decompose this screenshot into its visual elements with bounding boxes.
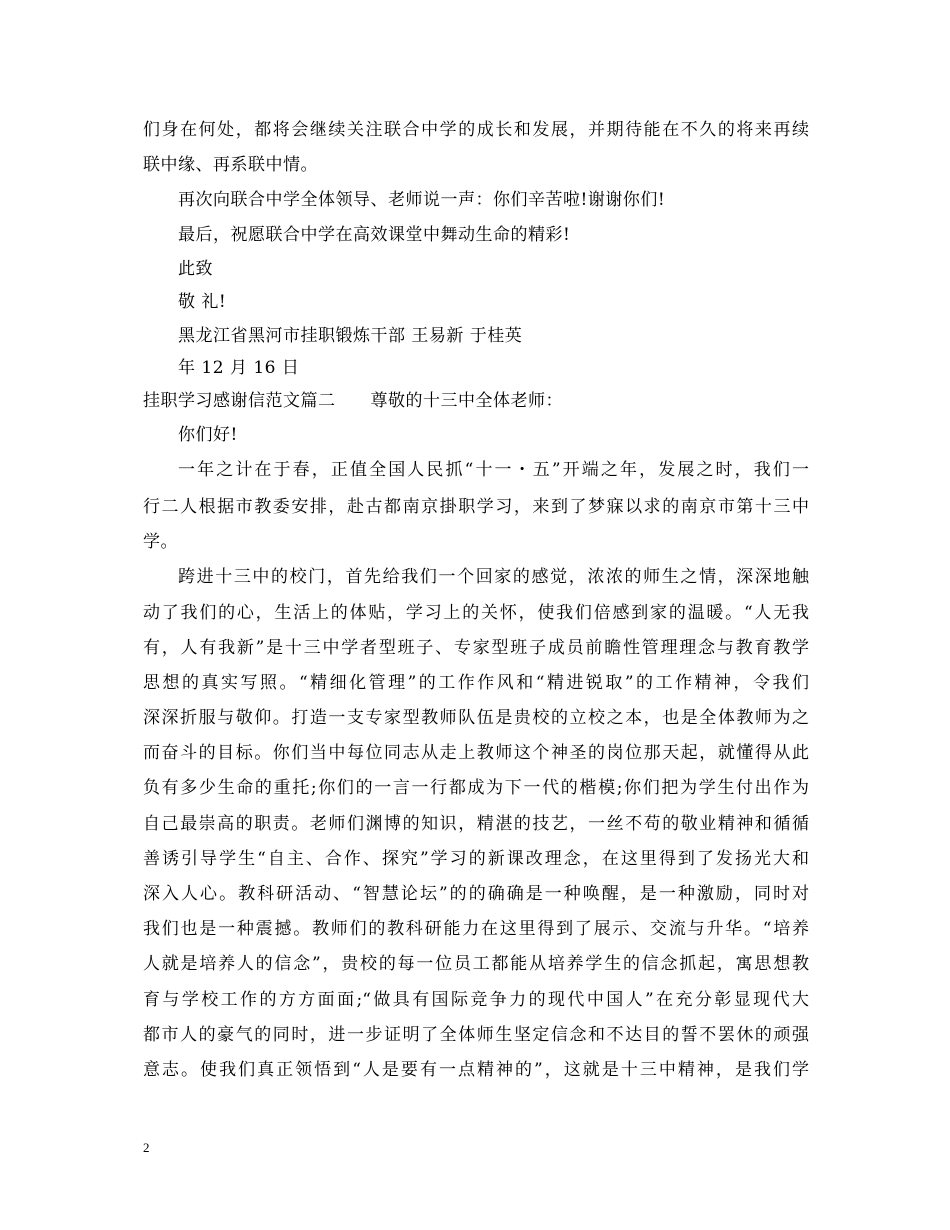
text-line: 最后，祝愿联合中学在高效课堂中舞动生命的精彩!: [178, 225, 571, 245]
page-number: 2: [143, 1140, 150, 1155]
text-line: 自己最崇高的职责。老师们渊博的知识，精湛的技艺，一丝不苟的敬业精神和循循: [143, 814, 809, 834]
text-line: 都市人的豪气的同时，进一步证明了全体师生坚定信念和不达目的誓不罢休的顽强: [143, 1025, 809, 1045]
text-line: 深深折服与敬仰。打造一支专家型教师队伍是贵校的立校之本，也是全体教师为之: [143, 708, 809, 728]
text-line: 敬 礼!: [178, 292, 227, 312]
text-line: 而奋斗的目标。你们当中每位同志从走上教师这个神圣的岗位那天起，就懂得从此: [143, 743, 809, 763]
text-line: 我们也是一种震撼。教师们的教科研能力在这里得到了展示、交流与升华。“培养: [143, 919, 809, 939]
signature-line: 黑龙江省黑河市挂职锻炼干部 王易新 于桂英: [178, 326, 523, 346]
date-line: 年 12 月 16 日: [178, 358, 300, 378]
text-line: 动了我们的心，生活上的体贴，学习上的关怀，使我们倍感到家的温暖。“人无我: [143, 603, 809, 623]
text-line: 再次向联合中学全体领导、老师说一声：你们辛苦啦!谢谢你们!: [178, 190, 666, 210]
text-line: 意志。使我们真正领悟到“人是要有一点精神的”，这就是十三中精神，是我们学: [143, 1060, 809, 1080]
text-line: 思想的真实写照。“精细化管理”的工作作风和“精进锐取”的工作精神，令我们: [143, 673, 809, 693]
text-line: 善诱引导学生“自主、合作、探究”学习的新课改理念，在这里得到了发扬光大和: [143, 849, 809, 869]
text-line: 行二人根据市教委安排，赴古都南京掛职学习，来到了梦寐以求的南京市第十三中: [143, 497, 809, 517]
text-line: 跨进十三中的校门，首先给我们一个回家的感觉，浓浓的师生之情，深深地触: [178, 567, 809, 587]
text-line: 深入人心。教科研活动、“智慧论坛”的的确确是一种唤醒，是一种激励，同时对: [143, 884, 809, 904]
text-line: 此致: [178, 259, 213, 279]
text-line: 联中缘、再系联中情。: [143, 155, 318, 175]
text-line: 们身在何处，都将会继续关注联合中学的成长和发展，并期待能在不久的将来再续: [143, 120, 809, 140]
section-heading: 挂职学习感谢信范文篇二 尊敬的十三中全体老师：: [143, 391, 563, 411]
text-line: 负有多少生命的重托;你们的一言一行都成为下一代的楷模;你们把为学生付出作为: [143, 778, 809, 798]
text-line: 育与学校工作的方方面面;“做具有国际竞争力的现代中国人”在充分彰显现代大: [143, 990, 809, 1010]
text-line: 学。: [143, 532, 178, 552]
text-line: 人就是培养人的信念”，贵校的每一位员工都能从培养学生的信念抓起，寓思想教: [143, 954, 809, 974]
text-line: 有，人有我新”是十三中学者型班子、专家型班子成员前瞻性管理理念与教育教学: [143, 638, 809, 658]
greeting-line: 你们好!: [178, 425, 238, 445]
text-line: 一年之计在于春，正值全国人民抓“十一・五”开端之年，发展之时，我们一: [178, 460, 809, 480]
